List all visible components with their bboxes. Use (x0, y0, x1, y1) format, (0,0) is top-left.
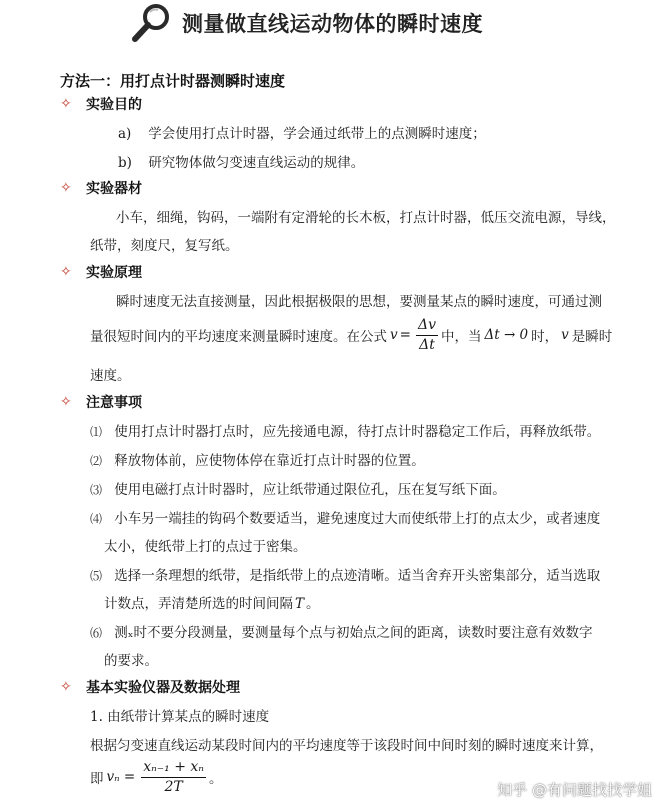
note-item-continuation: 的要求。 (104, 653, 158, 669)
note-item-continuation: 太小，使纸带上打的点过于密集。 (104, 539, 307, 555)
equipment-text: 小车，细绳，钩码，一端附有定滑轮的长木板，打点计时器，低压交流电源，导线， (116, 210, 616, 226)
principle-text: 瞬时速度无法直接测量，因此根据极限的思想，要测量某点的瞬时速度，可通过测 (116, 294, 602, 310)
note-item: ⑸ 选择一条理想的纸带，是指纸带上的点迹清晰。适当舍弃开头密集部分，适当选取 (90, 568, 601, 584)
section-purpose-heading: ✧ 实验目的 (60, 96, 142, 113)
velocity-average-fraction: $\frac{\text{xₙ₋₁ + xₙ}}{2T}$ (143, 759, 204, 795)
equipment-text: 纸带，刻度尺，复写纸。 (90, 238, 239, 254)
purpose-item: b) 研究物体做匀变速直线运动的规律。 (118, 155, 365, 171)
velocity-fraction: $\frac{\Delta v}{\Delta t}$ (417, 317, 436, 353)
section-processing-heading: ✧ 基本实验仪器及数据处理 (60, 679, 240, 696)
magnifier-icon (130, 1, 174, 45)
page-header (130, 0, 483, 46)
page-title: 测量做直线运动物体的瞬时速度 (182, 12, 483, 36)
purpose-item: a) 学会使用打点计时器，学会通过纸带上的点测瞬时速度； (118, 126, 486, 142)
note-item: ⑶ 使用电磁打点计时器时，应让纸带通过限位孔，压在复写纸下面。 (90, 482, 506, 498)
diamond-bullet-icon: ✧ (60, 264, 72, 280)
note-item: ⑷ 小车另一端挂的钩码个数要适当，避免速度过大而使纸带上打的点太少，或者速度 (90, 511, 601, 527)
section-principle-heading: ✧ 实验原理 (60, 264, 142, 281)
processing-subheading: 1. 由纸带计算某点的瞬时速度 (90, 709, 270, 725)
diamond-bullet-icon: ✧ (60, 96, 72, 112)
diamond-bullet-icon: ✧ (60, 394, 72, 410)
diamond-bullet-icon: ✧ (60, 180, 72, 196)
diamond-bullet-icon: ✧ (60, 679, 72, 695)
watermark: 知乎 @有问题找找学姐 (497, 781, 652, 799)
note-item: ⑴ 使用打点计时器打点时，应先接通电源，待打点计时器稳定工作后，再释放纸带。 (90, 424, 601, 440)
processing-text: 根据匀变速直线运动某段时间内的平均速度等于该段时间中间时刻的瞬时速度来计算， (90, 738, 603, 754)
note-item: ⑵ 释放物体前，应使物体停在靠近打点计时器的位置。 (90, 453, 425, 469)
principle-formula-line: 量很短时间内的平均速度来测量瞬时速度。在公式 v = $\frac{\Delta v}{\Delta t}$ 中，当 Δt → 0 时， v 是瞬时 (90, 317, 613, 353)
note-item-continuation: 计数点，弄清楚所选的时间间隔 T 。 (104, 596, 320, 612)
processing-formula-line: 即 vₙ = $\frac{\text{xₙ₋₁ + xₙ}}{2T}$ 。 (90, 759, 223, 795)
section-equipment-heading: ✧ 实验器材 (60, 180, 142, 197)
method-title: 方法一：用打点计时器测瞬时速度 (60, 72, 286, 90)
principle-text: 速度。 (90, 368, 131, 384)
note-item: ⑹ 测ₓ时不要分段测量，要测量每个点与初始点之间的距离，读数时要注意有效数字 (90, 625, 593, 641)
section-notes-heading: ✧ 注意事项 (60, 394, 142, 411)
